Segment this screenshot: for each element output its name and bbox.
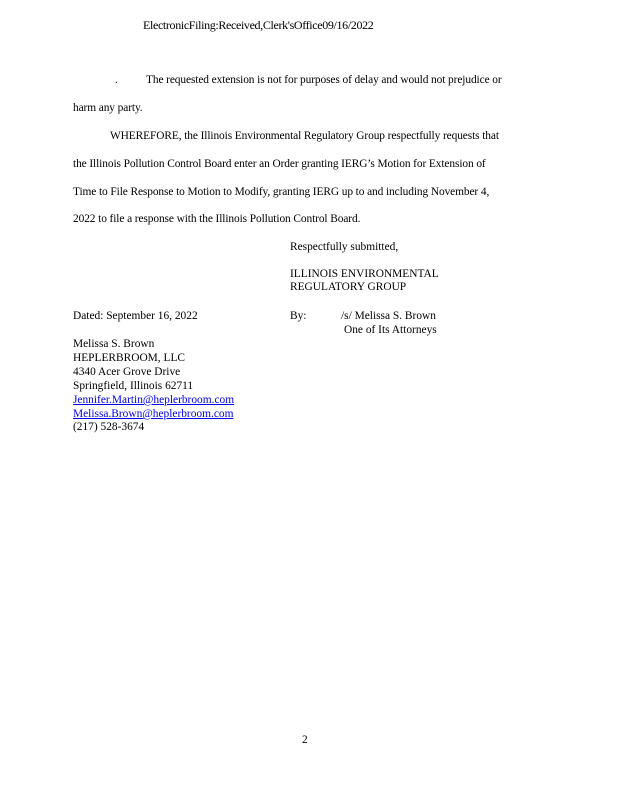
page-number: 2 xyxy=(302,734,308,746)
dated-line: Dated: September 16, 2022 xyxy=(73,310,198,322)
counsel-firm: HEPLERBROOM, LLC xyxy=(73,352,186,364)
body-line-2: harm any party. xyxy=(73,102,143,114)
by-label: By: xyxy=(290,310,307,322)
body-line-3: WHEREFORE, the Illinois Environmental Regulatory Group respectfully requests that xyxy=(110,130,499,142)
counsel-name: Melissa S. Brown xyxy=(73,338,155,350)
electronic-filing-stamp: ElectronicFiling:Received,Clerk'sOffice09/16/2022 xyxy=(143,18,374,32)
counsel-phone: (217) 528-3674 xyxy=(73,421,145,433)
closing-salutation: Respectfully submitted, xyxy=(290,241,399,253)
body-line-1: The requested extension is not for purposes of delay and would not prejudice or xyxy=(146,74,502,86)
email-link-melissa-brown[interactable]: Melissa.Brown@heplerbroom.com xyxy=(73,408,234,420)
organization-name-line-2: REGULATORY GROUP xyxy=(290,281,407,293)
email-link-jennifer-martin[interactable]: Jennifer.Martin@heplerbroom.com xyxy=(73,394,235,406)
paragraph-bullet: . xyxy=(115,74,118,86)
counsel-city: Springfield, Illinois 62711 xyxy=(73,380,194,392)
organization-name-line-1: ILLINOIS ENVIRONMENTAL xyxy=(290,268,439,280)
body-line-5: Time to File Response to Motion to Modify, granting IERG up to and including November 4, xyxy=(73,186,490,198)
body-line-6: 2022 to file a response with the Illinois Pollution Control Board. xyxy=(73,213,361,225)
signer-role: One of Its Attorneys xyxy=(344,324,437,336)
body-line-4: the Illinois Pollution Control Board enter an Order granting IERG’s Motion for Extension of xyxy=(73,158,486,170)
signer-signature: /s/ Melissa S. Brown xyxy=(341,310,436,322)
counsel-street: 4340 Acer Grove Drive xyxy=(73,366,181,378)
